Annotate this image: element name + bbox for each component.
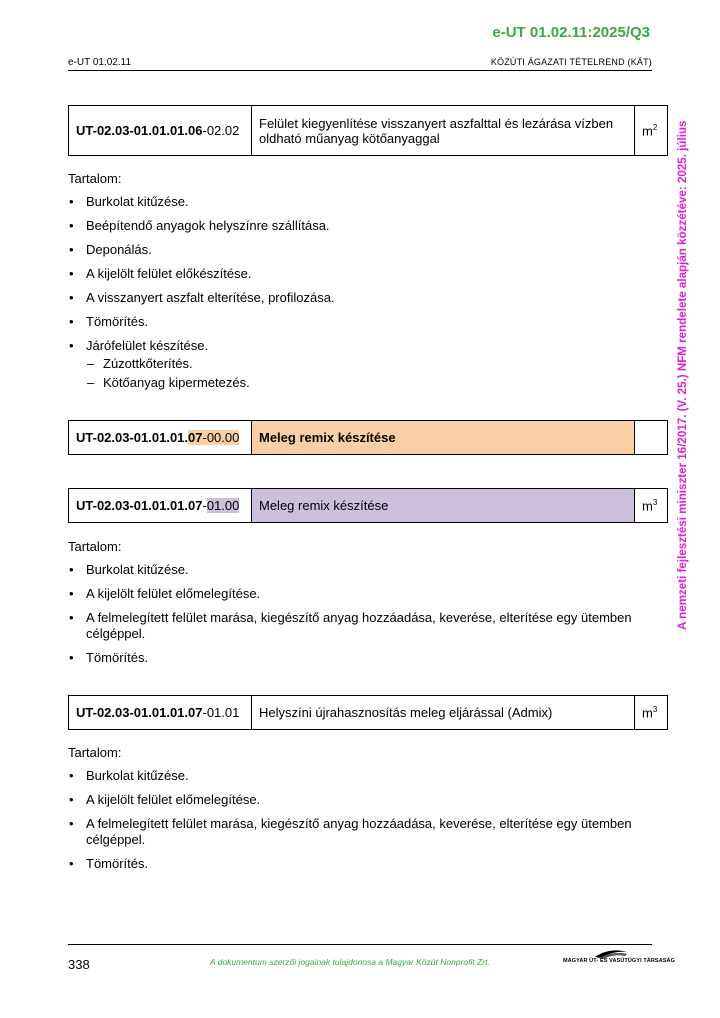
content-list [68,562,658,674]
header-left: e-UT 01.02.11 [68,57,132,68]
content-list [68,194,658,399]
sub-list-item: – Zúzottkőterítés. [87,356,193,371]
item-table-4 [68,695,668,730]
copyright-note: A dokumentum szerzői jogainak tulajdonosa a Magyar Közút Nonprofit Zrt. [210,957,490,967]
item-unit: $m^3$ [635,489,668,523]
list-item: • Beépítendő anyagok helyszínre szállítása. [69,218,330,233]
list-item: • Deponálás. [69,242,152,257]
content-label: Tartalom: [68,171,122,186]
item-code: UT-02.03-01.01.01.07-00.00 [69,421,252,455]
list-item: • A felmelegített felület marása, kiegészítő anyag hozzáadása, keverése, elterítése egy ütemben célgéppel. [69,816,632,847]
item-description: Helyszíni újrahasznosítás meleg eljárással (Admix) [252,696,635,730]
item-code: UT-02.03-01.01.01.07-01.01 [69,696,252,730]
side-publication-note: A nemzeti fejlesztési miniszter 16/2017. (V. 25.) NFM rendelete alapján közzétéve: 2025. július [676,120,689,630]
list-item: • Tömörítés. [69,314,149,329]
list-item: • Burkolat kitűzése. [69,194,189,209]
list-item: • A kijelölt felület előmelegítése. [69,792,261,807]
item-table-1 [68,105,668,156]
page-number: 338 [68,957,90,972]
list-item: • Burkolat kitűzése. [69,562,189,577]
list-item: • A felmelegített felület marása, kiegészítő anyag hozzáadása, keverése, elterítése egy ütemben célgéppel. [69,610,632,641]
content-label: Tartalom: [68,745,122,760]
list-item: • Burkolat kitűzése. [69,768,189,783]
item-code: UT-02.03-01.01.01.06-02.02 [69,106,252,156]
content-list [68,768,658,880]
header-right: KÖZÚTI ÁGAZATI TÉTELREND (KÁT) [490,57,652,67]
document-code: e-UT 01.02.11:2025/Q3 [492,24,650,41]
item-unit: $m^3$ [635,696,668,730]
list-item: • A visszanyert aszfalt elterítése, profilozása. [69,290,335,305]
list-item: • A kijelölt felület előmelegítése. [69,586,261,601]
sub-list [86,356,658,391]
item-table-2 [68,420,668,455]
item-code: UT-02.03-01.01.01.07-01.00 [69,489,252,523]
item-unit [635,421,668,455]
list-item: • A kijelölt felület előkészítése. [69,266,252,281]
list-item: • Járófelület készítése. – Zúzottkőterítés. – Kötőanyag kipermetezés. [68,338,658,391]
sub-list-item: – Kötőanyag kipermetezés. [87,375,250,390]
item-description: Meleg remix készítése [252,489,635,523]
item-table-3 [68,488,668,523]
list-item: • Tömörítés. [69,650,149,665]
content-label: Tartalom: [68,539,122,554]
item-description: Felület kiegyenlítése visszanyert aszfalttal és lezárása vízben oldható műanyag kötőanyaggal [252,106,635,156]
list-item: • Tömörítés. [69,856,149,871]
logo-text: MAGYAR ÚT- ÉS VASÚTÜGYI TÁRSASÁG [563,958,675,964]
header-divider [68,70,652,71]
item-unit: $m^2$ [635,106,668,156]
footer-divider [68,944,652,945]
item-description: Meleg remix készítése [252,421,635,455]
